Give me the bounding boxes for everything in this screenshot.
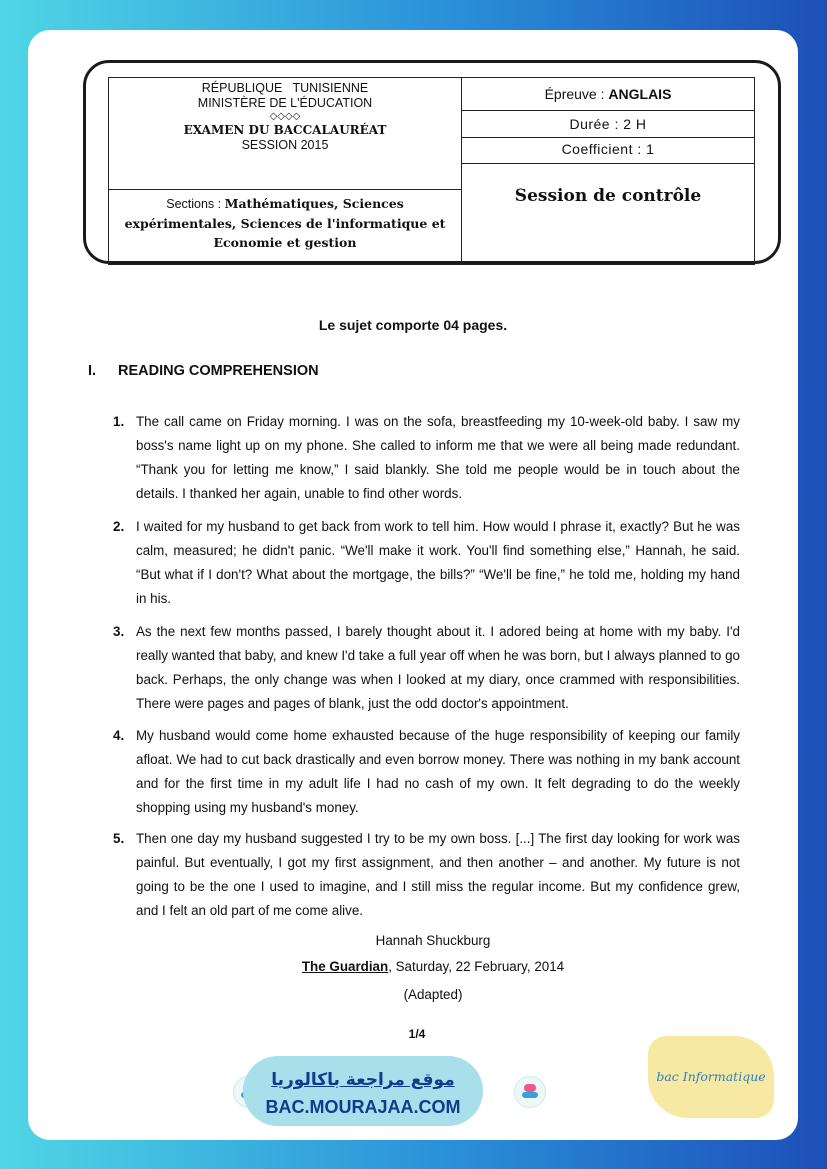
page-number: 1/4 [408,1027,426,1041]
duration-cell: Durée : 2 H [462,111,754,138]
paragraph-number: 1. [113,414,125,429]
paragraph [113,515,740,611]
credit-source [28,959,798,974]
credit-adapted: (Adapted) [403,987,463,1002]
paragraph [113,827,740,923]
ornament: ◇◇◇◇ [269,111,301,122]
bac-informatique-logo: bac Informatique [648,1036,774,1118]
paragraph-number: 3. [113,624,125,639]
exam-title: EXAMEN DU BACCALAURÉAT [183,123,387,137]
paragraph-number: 2. [113,519,125,534]
coefficient-cell: Coefficient : 1 [462,138,754,164]
credit-source-name: The Guardian [301,959,389,974]
ministry-name: MINISTÈRE DE L'ÉDUCATION [197,96,373,110]
paragraph [113,724,740,820]
subject-label: Épreuve : [544,86,609,102]
header-frame [83,60,781,264]
section-heading [88,363,319,379]
site-banner-link[interactable] [243,1056,483,1126]
subject-value: ANGLAIS [608,86,672,102]
sections-line-3: Economie et gestion [213,235,357,250]
pages-note: Le sujet comporte 04 pages. [318,317,508,333]
subject-cell [462,78,754,111]
paragraph-number: 5. [113,831,125,846]
banner-arabic-text: موقع مراجعة باكالوريا [271,1070,455,1090]
paragraph-text: My husband would come home exhausted because of the huge responsibility of keeping our family afloat. We had to cut back drastically and even borrow money. There was nothing in my bank account and for the first time in my adult life I had no cash of my own. It felt degrading to do the weekly shopping using my husband's money. [136,728,740,815]
session-year: SESSION 2015 [241,138,329,152]
credit-source-date: , Saturday, 22 February, 2014 [388,959,565,974]
paragraph-text: As the next few months passed, I barely thought about it. I adored being at home with my baby. I'd really wanted that baby, and knew I'd take a full year off when he was born, but I always planned to go back. Perhaps, the only change was when I looked at my diary, once crammed with responsibilities. There were pages and pages of blank, just the odd doctor's appointment. [136,624,740,711]
paragraph [113,620,740,716]
paragraph-text: The call came on Friday morning. I was on the sofa, breastfeeding my 10-week-old baby. I saw my boss's name light up on my phone. She called to inform me that we were all being made redundant. “Thank you for letting me know,” I said blankly. She told me people would be in touch about the details. I thanked her again, unable to find other words. [136,414,740,501]
sections-line-2: expérimentales, Sciences de l'informatique et [124,216,446,231]
section-number: I. [88,363,97,379]
banner-site-url: BAC.MOURAJAA.COM [265,1097,461,1117]
country-name: RÉPUBLIQUE TUNISIENNE [201,81,369,95]
paragraph-text: I waited for my husband to get back from work to tell him. How would I phrase it, exactly? But he was calm, measured; he didn't panic. “We'll make it work. You'll find something else,” Hannah, he said. “But what if I don't? What about the mortgage, the bills?” “We'll be fine,” he told me, holding my hand in his. [136,519,740,606]
sections-block [109,190,462,264]
exam-page [28,30,798,1140]
section-title: READING COMPREHENSION [118,363,319,379]
sections-line-1 [109,194,461,214]
header-table [108,77,755,265]
session-type: Session de contrôle [514,186,702,206]
paragraph-number: 4. [113,728,125,743]
sections-label: Sections : [166,197,225,211]
site-logo-icon [514,1076,546,1108]
paragraph [113,410,740,506]
institution-block [109,78,462,190]
credit-author: Hannah Shuckburg [375,933,491,948]
paragraph-text: Then one day my husband suggested I try to be my own boss. [...] The first day looking for work was painful. But eventually, I got my first assignment, and then another – and another. My future is not going to be the one I used to imagine, and I still miss the regular income. But my confidence grew, and I felt an old part of me come alive. [136,831,740,918]
sections-value-1: Mathématiques, Sciences [224,196,404,211]
